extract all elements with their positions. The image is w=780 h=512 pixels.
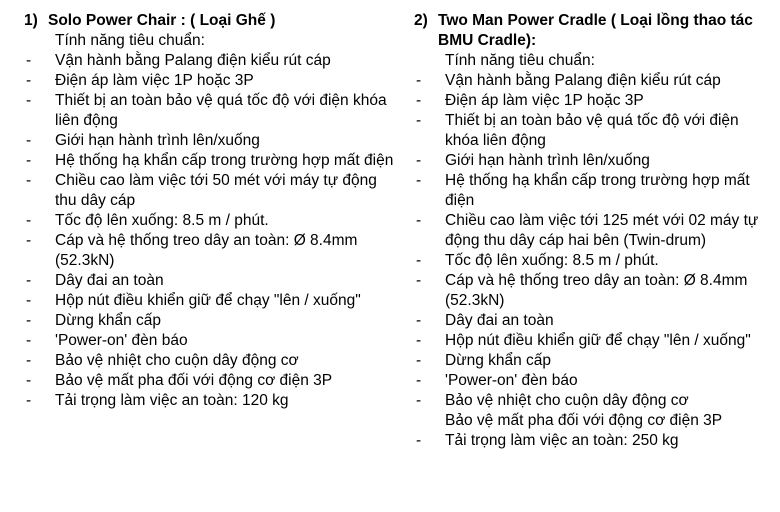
list-bullet: - (26, 332, 32, 349)
list-bullet: - (416, 212, 422, 229)
list-item-text: Dừng khẩn cấp (55, 312, 162, 329)
list-bullet: - (416, 332, 422, 349)
list-item (414, 311, 776, 331)
list-item (24, 311, 396, 331)
list-bullet: - (26, 392, 32, 409)
list-item (24, 331, 396, 351)
section-number: 2) (414, 12, 428, 29)
list-item (414, 351, 776, 371)
list-item (24, 291, 396, 311)
section-solo-power-chair (24, 11, 396, 411)
list-item-text: Hộp nút điều khiển giữ để chạy "lên / xuống" (445, 332, 751, 349)
list-item (414, 391, 776, 411)
list-item (24, 391, 396, 411)
list-item-text: Vận hành bằng Palang điện kiểu rút cáp (445, 72, 721, 89)
list-item (414, 111, 776, 151)
list-item (414, 171, 776, 211)
list-item (414, 371, 776, 391)
list-item (24, 231, 396, 271)
list-bullet: - (26, 352, 32, 369)
list-item-text: Hộp nút điều khiển giữ để chạy "lên / xuống" (55, 292, 361, 309)
list-item-text: Chiều cao làm việc tới 125 mét với 02 máy tự động thu dây cáp hai bên (Twin-drum) (445, 212, 759, 249)
list-item-text: Bảo vệ nhiệt cho cuộn dây động cơ (55, 352, 299, 369)
list-item (24, 51, 396, 71)
list-item (414, 431, 776, 451)
list-item (24, 371, 396, 391)
list-item-text: Tốc độ lên xuống: 8.5 m / phút. (445, 252, 659, 269)
list-bullet: - (416, 272, 422, 289)
feature-list (414, 71, 776, 451)
list-bullet: - (26, 292, 32, 309)
list-item-text: Điện áp làm việc 1P hoặc 3P (55, 72, 254, 89)
list-bullet: - (416, 252, 422, 269)
list-item-text: Bảo vệ mất pha đối với động cơ điện 3P (55, 372, 333, 389)
list-item (414, 331, 776, 351)
section-title: Two Man Power Cradle ( Loại lồng thao tác BMU Cradle): (438, 12, 753, 49)
section-heading (414, 11, 776, 51)
list-item (414, 411, 776, 431)
list-bullet: - (416, 372, 422, 389)
list-item (24, 351, 396, 371)
list-item (24, 71, 396, 91)
list-item (24, 211, 396, 231)
list-bullet: - (26, 152, 32, 169)
list-item-text: Dừng khẩn cấp (445, 352, 552, 369)
feature-list (24, 51, 396, 411)
list-item-text: Chiều cao làm việc tới 50 mét với máy tự động thu dây cáp (55, 172, 377, 209)
list-item (24, 271, 396, 291)
list-bullet: - (416, 72, 422, 89)
list-item-text: Vận hành bằng Palang điện kiểu rút cáp (55, 52, 331, 69)
list-bullet: - (416, 392, 422, 409)
list-item-text: Giới hạn hành trình lên/xuống (55, 132, 260, 149)
list-item (414, 151, 776, 171)
list-item-text: Cáp và hệ thống treo dây an toàn: Ø 8.4mm (52.3kN) (445, 272, 748, 309)
list-item-text: Bảo vệ nhiệt cho cuộn dây động cơ (445, 392, 689, 409)
list-bullet: - (416, 112, 422, 129)
list-item-text: Tốc độ lên xuống: 8.5 m / phút. (55, 212, 269, 229)
list-item (414, 211, 776, 251)
list-bullet: - (416, 152, 422, 169)
list-bullet: - (26, 72, 32, 89)
section-number: 1) (24, 12, 38, 29)
list-bullet: - (416, 92, 422, 109)
list-bullet: - (26, 132, 32, 149)
list-item (24, 131, 396, 151)
list-item-text: Hệ thống hạ khẩn cấp trong trường hợp mất điện (445, 172, 750, 209)
list-item (24, 91, 396, 131)
list-item-text: Bảo vệ mất pha đối với động cơ điện 3P (445, 412, 723, 429)
list-item (414, 271, 776, 311)
section-heading (24, 11, 396, 31)
list-bullet: - (26, 272, 32, 289)
list-bullet: - (26, 212, 32, 229)
list-item-text: Dây đai an toàn (445, 312, 554, 329)
list-bullet: - (26, 172, 32, 189)
list-bullet: - (416, 352, 422, 369)
section-two-man-power-cradle (414, 11, 776, 451)
list-item-text: 'Power-on' đèn báo (445, 372, 578, 389)
list-bullet: - (416, 312, 422, 329)
list-bullet: - (26, 372, 32, 389)
list-bullet: - (26, 312, 32, 329)
section-subtitle: Tính năng tiêu chuẩn: (55, 32, 205, 49)
list-item-text: Thiết bị an toàn bảo vệ quá tốc độ với điện khóa liên động (445, 112, 739, 149)
list-item-text: Dây đai an toàn (55, 272, 164, 289)
list-item-text: Thiết bị an toàn bảo vệ quá tốc độ với điện khóa liên động (55, 92, 387, 129)
list-item (414, 91, 776, 111)
section-subtitle: Tính năng tiêu chuẩn: (445, 52, 595, 69)
list-item (24, 151, 396, 171)
list-item-text: Hệ thống hạ khẩn cấp trong trường hợp mất điện (55, 152, 394, 169)
list-item (414, 71, 776, 91)
list-bullet: - (416, 432, 422, 449)
list-item (24, 171, 396, 211)
section-title: Solo Power Chair : ( Loại Ghế ) (48, 12, 276, 29)
list-bullet: - (26, 52, 32, 69)
list-item-text: Giới hạn hành trình lên/xuống (445, 152, 650, 169)
list-bullet: - (416, 172, 422, 189)
list-item-text: Cáp và hệ thống treo dây an toàn: Ø 8.4mm (52.3kN) (55, 232, 358, 269)
list-item-text: Tải trọng làm việc an toàn: 120 kg (55, 392, 289, 409)
list-bullet: - (26, 92, 32, 109)
list-item-text: Điện áp làm việc 1P hoặc 3P (445, 92, 644, 109)
list-item-text: Tải trọng làm việc an toàn: 250 kg (445, 432, 679, 449)
list-item (414, 251, 776, 271)
list-bullet: - (26, 232, 32, 249)
list-item-text: 'Power-on' đèn báo (55, 332, 188, 349)
